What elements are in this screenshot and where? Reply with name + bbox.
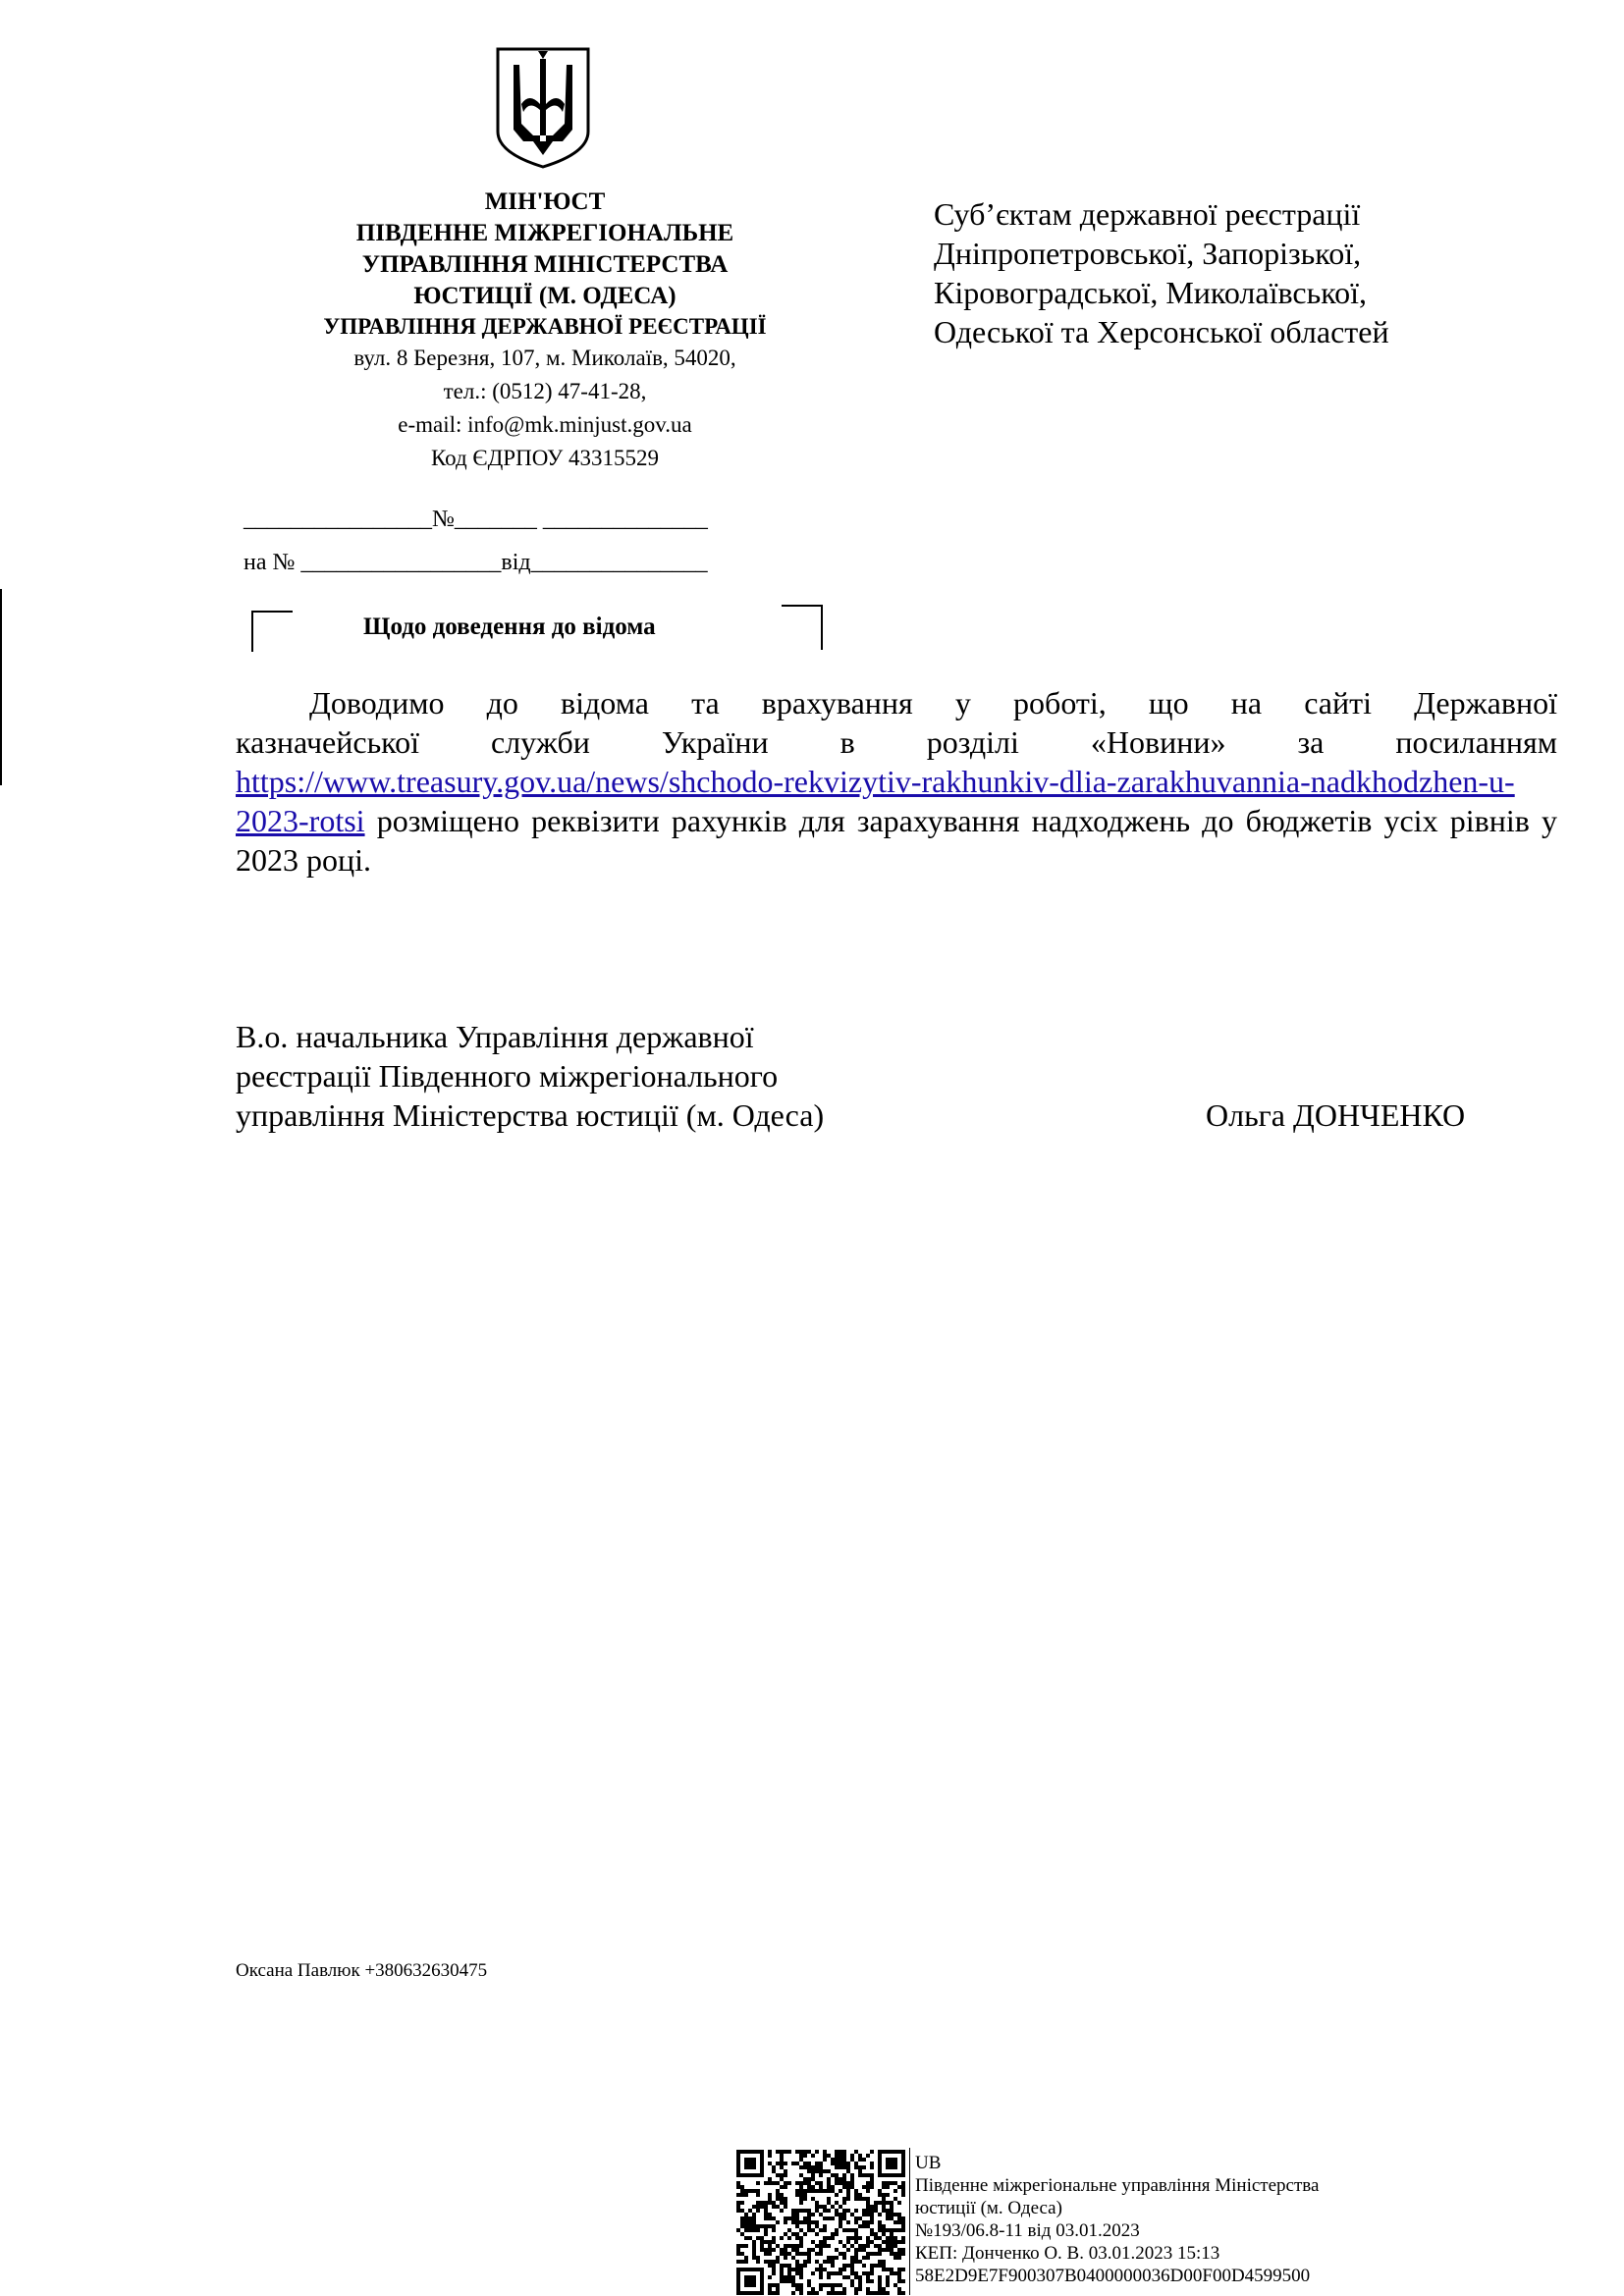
stamp-line: UB: [915, 2153, 942, 2173]
org-email: e-mail: info@mk.minjust.gov.ua: [398, 412, 692, 437]
recipient-line: Кіровоградської, Миколаївської,: [934, 275, 1368, 310]
letter-subject: Щодо доведення до відома: [363, 614, 656, 640]
signature-position-line: реєстрації Південного міжрегіонального: [236, 1058, 779, 1094]
org-line: ЮСТИЦІЇ (М. ОДЕСА): [413, 283, 677, 309]
recipient-line: Дніпропетровської, Запорізької,: [934, 236, 1362, 271]
signature-position: [236, 1017, 824, 1135]
org-edrpou: Код ЄДРПОУ 43315529: [430, 446, 660, 470]
registration-number-line: ________________№_______ ______________: [244, 507, 708, 532]
recipient-line: Суб’єктам державної реєстрації: [934, 196, 1361, 232]
org-line: УПРАВЛІННЯ ДЕРЖАВНОЇ РЕЄСТРАЦІЇ: [323, 314, 767, 339]
registration-reference-line: на № _________________від_______________: [244, 550, 708, 575]
recipient-block: [934, 194, 1562, 351]
signer-name: Ольга ДОНЧЕНКО: [1206, 1097, 1466, 1133]
org-address: вул. 8 Березня, 107, м. Миколаїв, 54020,: [353, 346, 736, 370]
qr-code-icon: [736, 2150, 907, 2295]
subject-bracket-right: [782, 605, 823, 650]
org-phone: тел.: (0512) 47-41-28,: [443, 379, 647, 403]
signature-position-line: управління Міністерства юстиції (м. Одеса): [236, 1097, 825, 1133]
stamp-line: юстиції (м. Одеса): [915, 2198, 1062, 2218]
org-line: МІН'ЮСТ: [484, 188, 606, 215]
margin-mark: [0, 589, 2, 785]
stamp-line: КЕП: Донченко О. В. 03.01.2023 15:13: [915, 2243, 1220, 2264]
treasury-news-link[interactable]: https://www.treasury.gov.ua/news/shchodo-rekvizytiv-rakhunkiv-dlia-zarakhuvannia-nadkhodzhen-u-2023-rotsi: [236, 764, 1515, 838]
stamp-line: №193/06.8-11 від 03.01.2023: [915, 2220, 1140, 2241]
e-signature-stamp: [915, 2152, 1319, 2287]
subject-bracket-left: [251, 611, 293, 652]
org-line: ПІВДЕННЕ МІЖРЕГІОНАЛЬНЕ: [355, 220, 734, 246]
trident-emblem-icon: [494, 45, 592, 171]
letter-body: [236, 683, 1557, 880]
stamp-divider: [909, 2148, 910, 2295]
organization-header: [245, 187, 844, 475]
org-line: УПРАВЛІННЯ МІНІСТЕРСТВА: [361, 251, 729, 278]
body-second-line: казначейської служби України в розділі «Новини» за посиланням: [236, 724, 1557, 760]
stamp-line: 58E2D9E7F900307B0400000036D00F00D4599500: [915, 2266, 1311, 2286]
executor-contact: Оксана Павлюк +380632630475: [236, 1960, 488, 1981]
stamp-line: Південне міжрегіональне управління Міністерства: [915, 2175, 1320, 2196]
body-continuation: розміщено реквізити рахунків для зарахування надходжень до бюджетів усіх рівнів у 2023 році.: [236, 803, 1557, 878]
body-first-line: Доводимо до відома та врахування у роботі, що на сайті Державної: [309, 685, 1557, 721]
recipient-line: Одеської та Херсонської областей: [934, 314, 1389, 349]
signature-position-line: В.о. начальника Управління державної: [236, 1019, 754, 1054]
